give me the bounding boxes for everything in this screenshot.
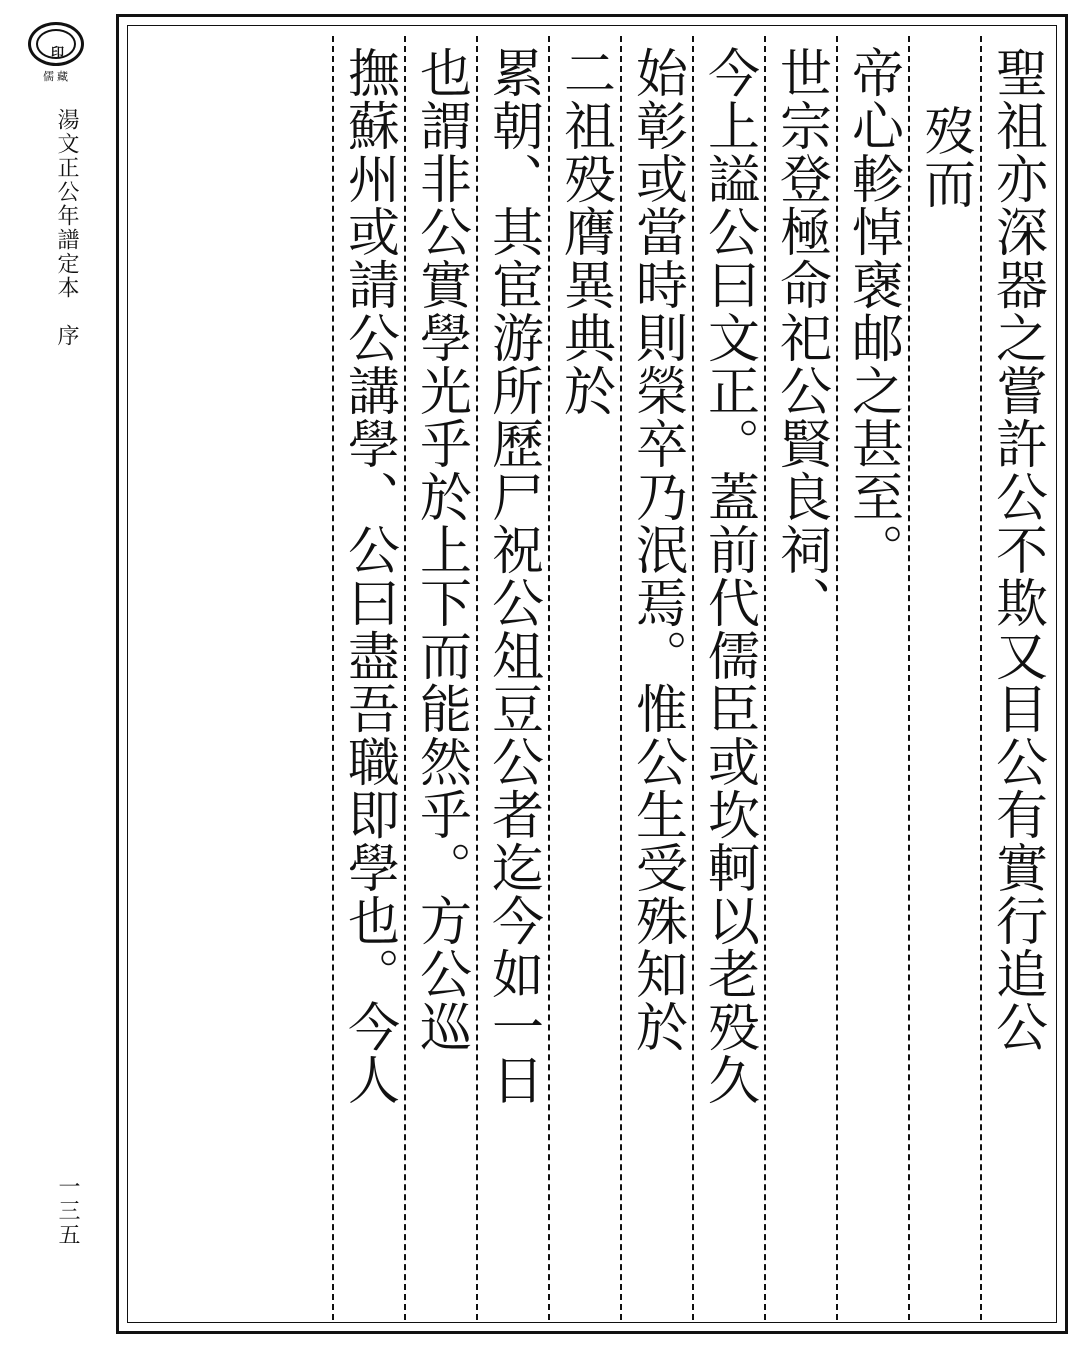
column-rule bbox=[908, 36, 910, 1320]
column-text: 撫蘇州或請公講學、公曰盡吾職即學也。今人 bbox=[338, 46, 399, 1106]
column-text: 世宗登極命祀公賢良祠、 bbox=[770, 46, 831, 629]
margin-title: 湯文正公年譜定本 序 bbox=[54, 108, 79, 348]
text-column bbox=[908, 32, 980, 1322]
text-column bbox=[548, 32, 620, 1322]
column-rule bbox=[404, 36, 406, 1320]
text-column bbox=[836, 32, 908, 1322]
seal-glyph: 印 bbox=[50, 45, 63, 61]
publisher-seal-icon bbox=[22, 22, 92, 83]
column-text: 聖祖亦深器之嘗許公不欺又目公有實行追公 bbox=[986, 46, 1047, 1053]
column-text: 始彰或當時則榮卒乃泯焉。惟公生受殊知於 bbox=[626, 46, 687, 1053]
column-text: 也謂非公實學光乎於上下而能然乎。方公巡 bbox=[410, 46, 471, 1053]
page-frame-inner bbox=[127, 25, 1057, 1323]
column-rule bbox=[692, 36, 694, 1320]
column-rule bbox=[476, 36, 478, 1320]
column-text: 累朝、其宦游所歷尸祝公俎豆公者迄今如一日 bbox=[482, 46, 543, 1106]
text-column bbox=[980, 32, 1052, 1322]
text-column bbox=[476, 32, 548, 1322]
text-column bbox=[692, 32, 764, 1322]
column-text: 歿而 bbox=[914, 104, 975, 210]
column-rule bbox=[548, 36, 550, 1320]
column-rule bbox=[764, 36, 766, 1320]
seal-caption: 儒藏 bbox=[43, 70, 71, 83]
column-text: 帝心軫悼襃邮之甚至。 bbox=[842, 46, 903, 576]
column-rule bbox=[332, 36, 334, 1320]
text-columns bbox=[128, 26, 1056, 1322]
page-frame bbox=[116, 14, 1068, 1334]
text-column bbox=[620, 32, 692, 1322]
column-rule bbox=[980, 36, 982, 1320]
column-text: 今上謚公曰文正。蓋前代儒臣或坎軻以老殁久 bbox=[698, 46, 759, 1106]
text-column bbox=[764, 32, 836, 1322]
text-column bbox=[404, 32, 476, 1322]
page-number: 一三五 bbox=[55, 1175, 80, 1247]
column-rule bbox=[620, 36, 622, 1320]
column-rule bbox=[836, 36, 838, 1320]
text-column bbox=[332, 32, 404, 1322]
left-margin bbox=[0, 0, 120, 1348]
column-text: 二祖殁膺異典於 bbox=[554, 46, 615, 417]
